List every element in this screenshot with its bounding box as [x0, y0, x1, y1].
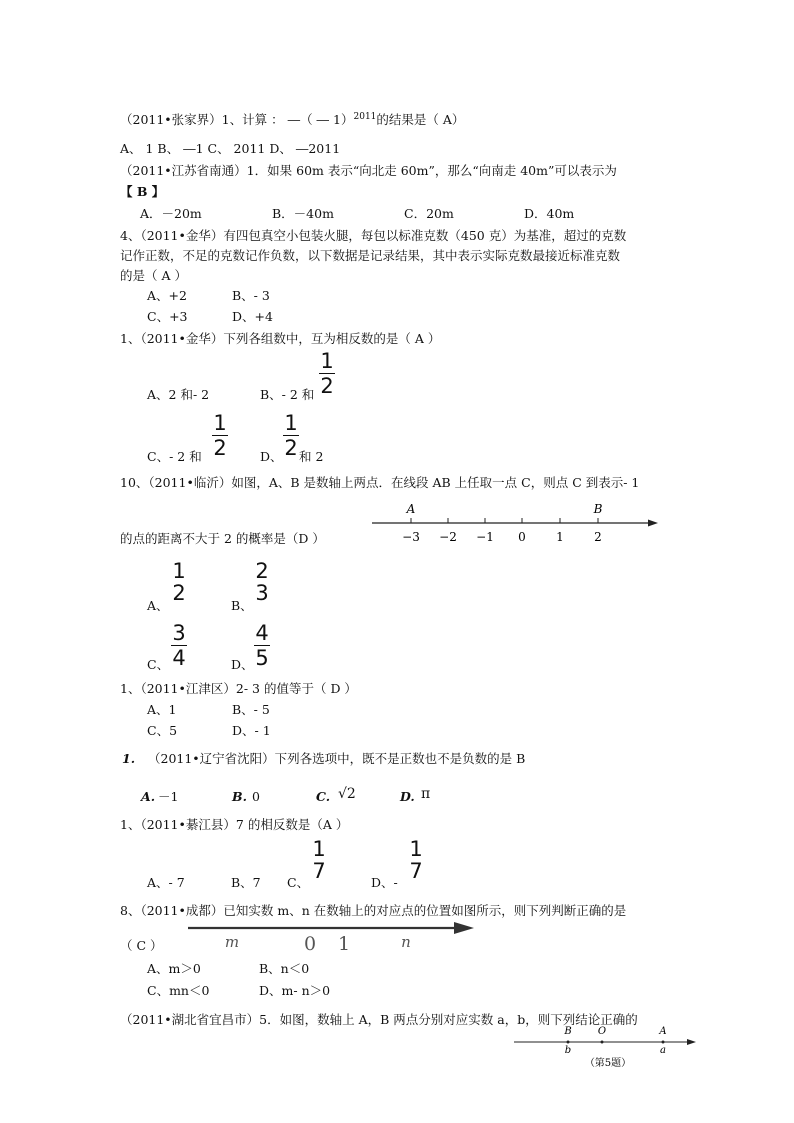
q-chengdu-option-c: C、mn＜0 [147, 983, 210, 998]
q-linyi-option-c: C、 [147, 657, 170, 672]
denominator: 7 [312, 859, 326, 883]
q-jinhua-ham-option-c: C、+3 [147, 309, 188, 324]
q-chengdu-option-d: D、m- n＞0 [259, 983, 331, 998]
point-o [601, 1041, 604, 1044]
point-label-b: B [593, 502, 603, 516]
point-label-a: A [406, 502, 416, 516]
fraction-option-b [254, 560, 270, 604]
q-linyi-option-d: D、 [231, 657, 254, 672]
denominator: 5 [255, 646, 269, 670]
q-jiangjin-option-a: A、1 [147, 702, 177, 717]
denominator: 2 [284, 436, 298, 460]
q-shenyang-option-b-label: B. [232, 789, 247, 804]
q-shenyang-option-c-label: C. [316, 789, 331, 804]
q-nantong-option-a: A．－20m [140, 206, 202, 221]
fraction-half-c [212, 412, 228, 459]
q-nantong-stem: （2011•江苏省南通）1．如果 60m 表示“向北走 60m”，那么“向南走 40m”可以表示为 [120, 163, 617, 178]
tick-label: 1 [556, 530, 564, 544]
number-line-chengdu [186, 920, 478, 954]
numerator: 2 [255, 559, 269, 583]
fraction-seventh-c [311, 838, 327, 882]
q-jinhua-opposite-option-d: D、 [260, 449, 283, 464]
q-qijiang-option-b: B、7 [231, 875, 261, 890]
fraction-seventh-d [408, 838, 424, 882]
point-a [662, 1041, 665, 1044]
label-zero: 0 [303, 933, 317, 954]
q-jinhua-opposite-stem: 1、（2011•金华）下列各组数中，互为相反数的是（ A ） [120, 331, 441, 346]
q-nantong-answer: 【 B 】 [120, 184, 165, 199]
numerator: 4 [255, 621, 269, 645]
q-qijiang-option-c: C、 [287, 875, 310, 890]
label-m: m [224, 933, 240, 951]
q-jiangjin-option-d: D、- 1 [232, 723, 271, 738]
q-nantong-option-d: D．40m [524, 206, 575, 221]
stem-answer: 的结果是（ A） [376, 112, 465, 127]
q-qijiang-option-d: D、- [371, 875, 398, 890]
q-nantong-option-b: B．－40m [272, 206, 334, 221]
numerator: 1 [172, 559, 186, 583]
q-shenyang-option-a-label: A. [141, 789, 156, 804]
figure-caption: （第5题） [584, 1058, 632, 1069]
denominator: 2 [320, 374, 334, 398]
denominator: 2 [213, 436, 227, 460]
q-shenyang-option-c: √2 [338, 786, 356, 802]
label-n: n [401, 933, 411, 951]
q-linyi-stem-1: 10、（2011•临沂）如图，A、B 是数轴上两点．在线段 AB 上任取一点 C，则点 C 到表示- 1 [120, 475, 640, 490]
q-jinhua-ham-option-d: D、+4 [232, 309, 273, 324]
q-chengdu-stem: 8、（2011•成都）已知实数 m、n 在数轴上的对应点的位置如图所示，则下列判断正确的是 [120, 903, 627, 918]
top-label-o: O [597, 1026, 607, 1037]
q-linyi-option-a: A、 [147, 598, 169, 613]
q-shenyang-number: 1. [122, 751, 136, 766]
q-qijiang-option-a: A、- 7 [147, 875, 185, 890]
q-jiangjin-stem: 1、（2011•江津区）2- 3 的值等于（ D ） [120, 681, 357, 696]
q-chengdu-answer: （ C ） [120, 938, 163, 953]
numerator: 1 [320, 349, 334, 373]
exponent: 2011 [353, 111, 377, 122]
q-shenyang-option-d: π [421, 786, 431, 802]
numerator: 1 [213, 411, 227, 435]
bottom-label-b: b [564, 1045, 572, 1056]
q-jiangjin-option-b: B、- 5 [232, 702, 270, 717]
q-jinhua-opposite-option-a: A、2 和- 2 [147, 387, 210, 402]
fraction-option-c [171, 622, 187, 669]
q-jinhua-opposite-option-c: C、- 2 和 [147, 449, 202, 464]
top-label-a: A [659, 1026, 667, 1037]
numerator: 3 [172, 621, 186, 645]
q-chengdu-option-b: B、n＜0 [259, 961, 310, 976]
denominator: 2 [172, 581, 186, 605]
label-one: 1 [337, 933, 351, 954]
numerator: 1 [409, 837, 423, 861]
q-chengdu-option-a: A、m＞0 [147, 961, 201, 976]
q-jinhua-ham-stem-3: 的是（ A ） [120, 268, 187, 283]
q-linyi-stem-2: 的点的距离不大于 2 的概率是（D ） [120, 531, 325, 546]
numerator: 1 [312, 837, 326, 861]
tick-marks [411, 518, 598, 523]
fraction-option-d [254, 622, 270, 669]
q-jinhua-ham-option-a: A、+2 [147, 288, 187, 303]
q-jinhua-ham-stem-1: 4、（2011•金华）有四包真空小包装火腿，每包以标准克数（450 克）为基准，超过的克数 [120, 228, 627, 243]
denominator: 3 [255, 581, 269, 605]
tick-label: 2 [594, 530, 602, 544]
q-jinhua-opposite-option-b: B、- 2 和 [260, 387, 315, 402]
fraction-half-d [283, 412, 299, 459]
bottom-label-a: a [660, 1045, 666, 1056]
q-jinhua-ham-stem-2: 记作正数，不足的克数记作负数，以下数据是记录结果，其中表示实际克数最接近标准克数 [120, 248, 621, 263]
tick-label: −3 [402, 530, 420, 544]
q-zhangjiajie-stem [120, 112, 464, 127]
q-linyi-option-b: B、 [231, 598, 253, 613]
axis-arrow [687, 1039, 696, 1045]
q-shenyang-stem: （2011•辽宁省沈阳）下列各选项中，既不是正数也不是负数的是 B [148, 751, 526, 766]
stem-text: （2011•张家界）1、计算 ： ―（ ― 1） [120, 112, 354, 127]
numerator: 1 [284, 411, 298, 435]
tick-label: 0 [518, 530, 526, 544]
tick-label: −2 [439, 530, 457, 544]
axis-arrow [454, 922, 474, 934]
q-shenyang-option-d-label: D. [400, 789, 415, 804]
q-nantong-option-c: C．20m [404, 206, 454, 221]
tick-label: −1 [476, 530, 494, 544]
q-jiangjin-option-c: C、5 [147, 723, 178, 738]
point-b [567, 1041, 570, 1044]
q-zhangjiajie-options: A、 1 B、 ―1 C、 2011 D、 ―2011 [120, 141, 341, 156]
q-qijiang-stem: 1、（2011•綦江县）7 的相反数是（A ） [120, 817, 349, 832]
fraction-half-b [319, 350, 335, 397]
fraction-option-a [171, 560, 187, 604]
top-label-b: B [564, 1026, 572, 1037]
q-yichang-stem: （2011•湖北省宜昌市）5．如图，数轴上 A，B 两点分别对应实数 a，b，则下列结论正确的 [120, 1012, 638, 1027]
denominator: 4 [172, 646, 186, 670]
q-jinhua-opposite-option-d-suffix: 和 2 [299, 449, 324, 464]
q-shenyang-option-b: 0 [252, 789, 260, 804]
axis-arrow [648, 520, 658, 527]
q-shenyang-option-a: －1 [158, 789, 179, 804]
number-line-yichang [512, 1022, 700, 1072]
q-jinhua-ham-option-b: B、- 3 [232, 288, 270, 303]
denominator: 7 [409, 859, 423, 883]
number-line-linyi [370, 500, 660, 548]
